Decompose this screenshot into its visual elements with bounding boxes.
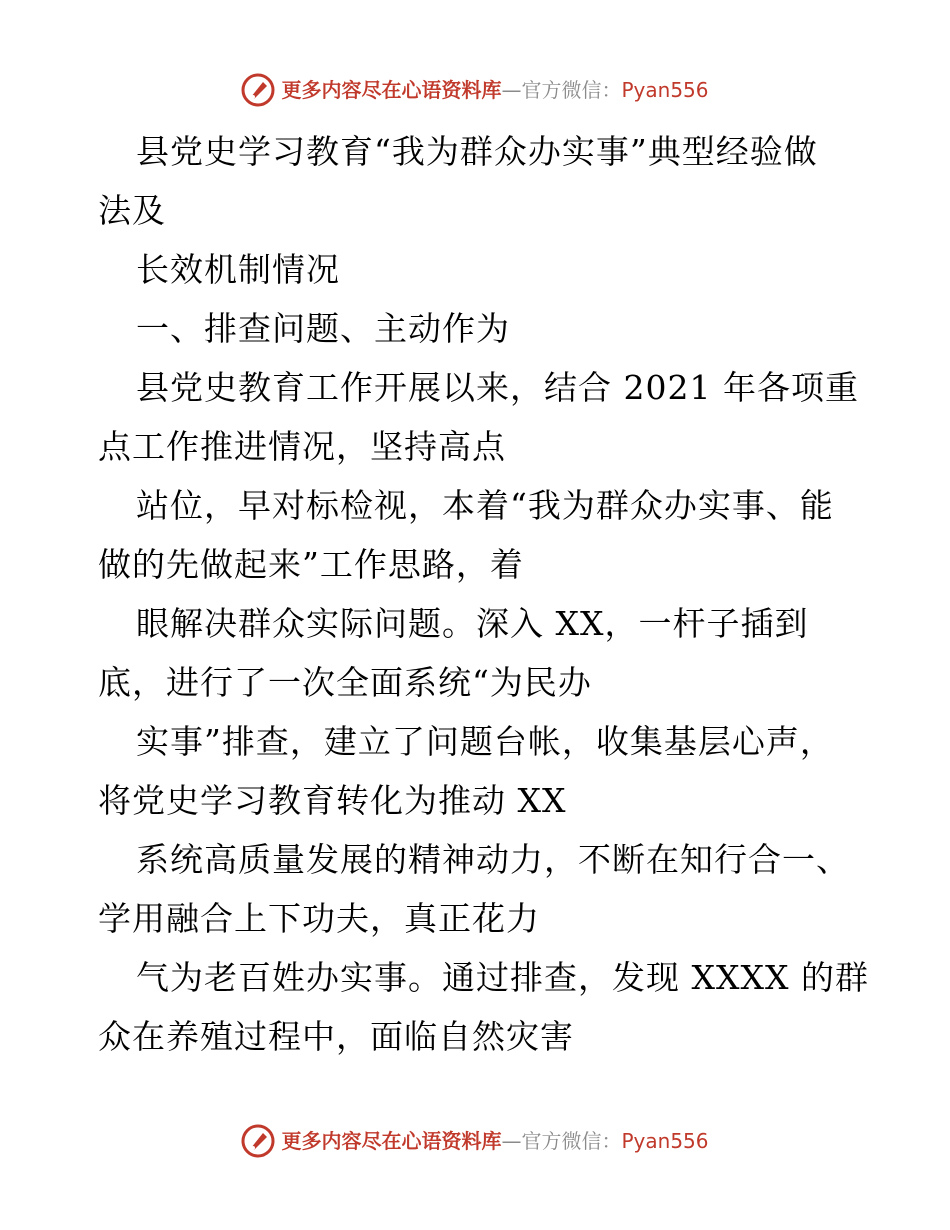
watermark-wechat-id: Pyan556 xyxy=(621,1129,709,1153)
watermark-site: 更多内容尽在心语资料库 xyxy=(281,78,502,102)
footer-watermark xyxy=(0,1121,950,1161)
paragraph-line: 学用融合上下功夫，真正花力 xyxy=(98,899,540,938)
pen-nib-logo-icon xyxy=(241,1124,275,1158)
paragraph-line: 实事”排查，建立了问题台帐，收集基层心声， xyxy=(136,722,834,761)
paragraph-line: 系统高质量发展的精神动力，不断在知行合一、 xyxy=(136,840,850,879)
paragraph-line: 眼解决群众实际问题。深入 XX，一杆子插到 xyxy=(136,604,809,643)
watermark-wechat-id: Pyan556 xyxy=(621,78,709,102)
watermark-dash: — xyxy=(501,78,522,102)
watermark-label: 官方微信： xyxy=(521,78,622,102)
paragraph-line: 将党史学习教育转化为推动 XX xyxy=(98,781,567,820)
watermark-label: 官方微信： xyxy=(521,1129,622,1153)
paragraph-line: 站位，早对标检视，本着“我为群众办实事、能 xyxy=(136,486,834,525)
document-title-line: 法及 xyxy=(98,191,166,230)
header-watermark xyxy=(0,70,950,110)
paragraph-line: 做的先做起来”工作思路，着 xyxy=(98,545,524,584)
section-heading: 一、排查问题、主动作为 xyxy=(136,309,510,348)
document-body xyxy=(0,122,950,1066)
document-subtitle: 长效机制情况 xyxy=(136,250,340,289)
watermark-dash: — xyxy=(501,1129,522,1153)
paragraph-line: 点工作推进情况，坚持高点 xyxy=(98,427,506,466)
pen-nib-logo-icon xyxy=(241,73,275,107)
watermark-site: 更多内容尽在心语资料库 xyxy=(281,1129,502,1153)
document-title-line: 县党史学习教育“我为群众办实事”典型经验做 xyxy=(136,132,818,171)
paragraph-line: 底，进行了一次全面系统“为民办 xyxy=(98,663,592,702)
paragraph-line: 众在养殖过程中，面临自然灾害 xyxy=(98,1017,574,1056)
paragraph-line: 县党史教育工作开展以来，结合 2021 年各项重 xyxy=(136,368,859,407)
paragraph-line: 气为老百姓办实事。通过排查，发现 XXXX 的群 xyxy=(136,958,869,997)
